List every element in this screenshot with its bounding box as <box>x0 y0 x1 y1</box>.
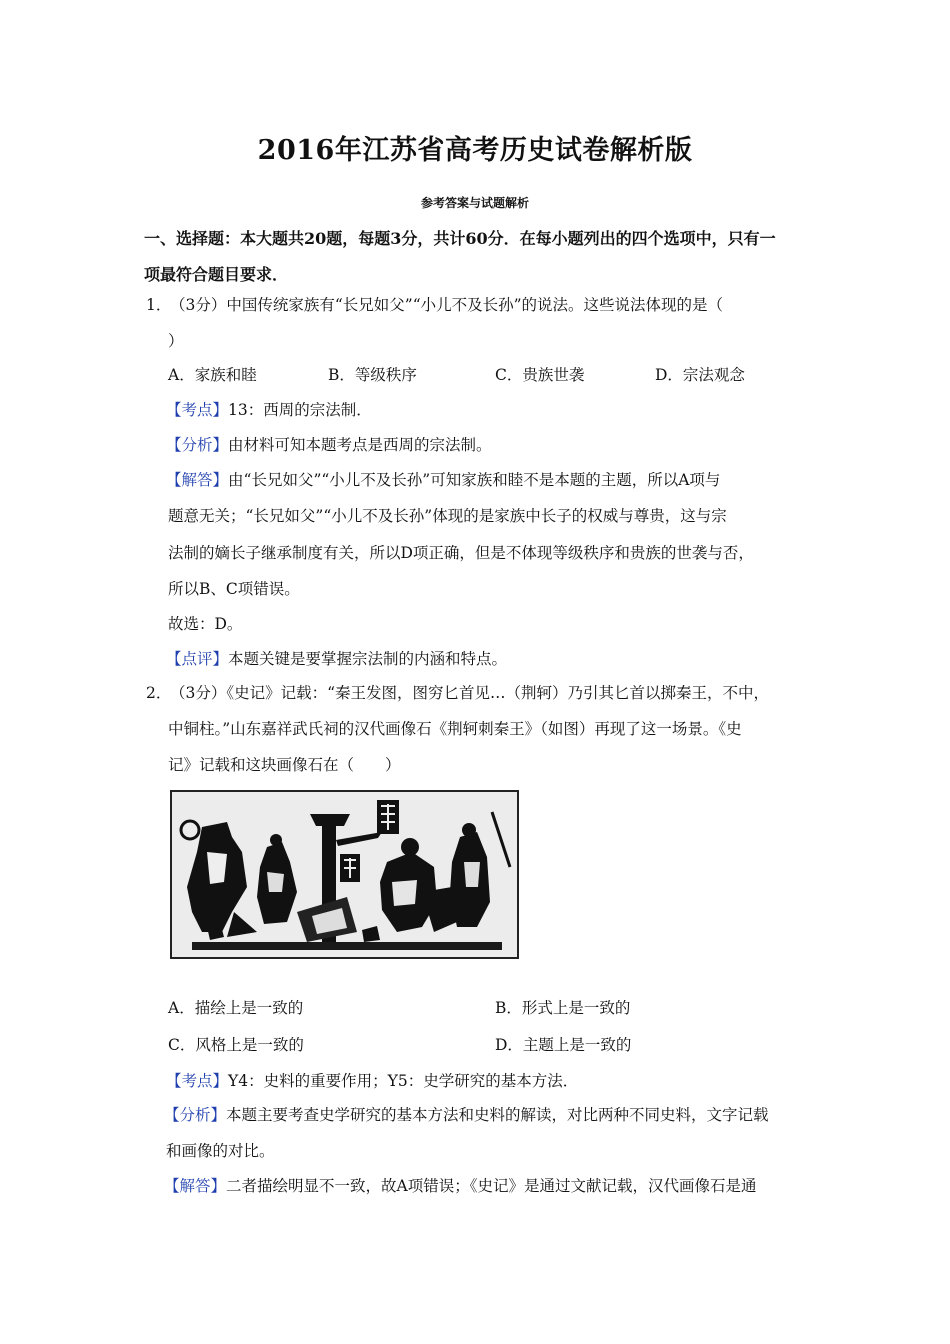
q2-option-a: A．描绘上是一致的 <box>168 999 304 1017</box>
q1-option-a: A．家族和睦 <box>168 366 257 384</box>
q1-jieda-line1 <box>166 469 720 491</box>
q2-fenxi-tag: 【分析】 <box>164 1106 227 1124</box>
q2-fenxi-text1: 本题主要考查史学研究的基本方法和史料的解读，对比两种不同史料，文字记载 <box>226 1106 769 1124</box>
q2-number: 2． <box>146 684 172 702</box>
q2-fenxi-line2: 和画像的对比。 <box>166 1142 275 1160</box>
section-heading-line1: 一、选择题：本大题共20题，每题3分，共计60分．在每小题列出的四个选项中，只有一 <box>144 229 776 248</box>
q1-kaodian-text: 13：西周的宗法制． <box>228 401 372 419</box>
q1-fenxi <box>166 434 492 456</box>
page-subtitle: 参考答案与试题解析 <box>420 196 529 210</box>
q1-fenxi-tag: 【分析】 <box>166 436 229 454</box>
q1-option-c: C．贵族世袭 <box>495 366 585 384</box>
q2-option-d: D．主题上是一致的 <box>495 1036 632 1054</box>
q1-fenxi-text: 由材料可知本题考点是西周的宗法制。 <box>228 436 492 454</box>
stone-relief-image <box>170 790 519 959</box>
q1-jieda-line3: 法制的嫡长子继承制度有关，所以D项正确，但是不体现等级秩序和贵族的世袭与否， <box>168 544 754 562</box>
q2-kaodian-tag: 【考点】 <box>166 1072 229 1090</box>
q1-number: 1． <box>146 296 172 314</box>
q1-dianping-tag: 【点评】 <box>166 650 229 668</box>
q1-answer: 故选：D。 <box>168 615 243 633</box>
q2-jieda-tag: 【解答】 <box>164 1177 227 1195</box>
q1-dianping-text: 本题关键是要掌握宗法制的内涵和特点。 <box>228 650 508 668</box>
q1-option-d: D．宗法观念 <box>655 366 745 384</box>
q2-fenxi-line1 <box>164 1104 769 1126</box>
q1-jieda-text1: 由“长兄如父”“小儿不及长孙”可知家族和睦不是本题的主题，所以A项与 <box>228 471 721 489</box>
q1-dianping <box>166 648 507 670</box>
q1-jieda-tag: 【解答】 <box>166 471 229 489</box>
q1-jieda-line4: 所以B、C项错误。 <box>168 580 300 598</box>
q2-option-c: C．风格上是一致的 <box>168 1036 304 1054</box>
q1-stem-line2: ） <box>168 332 184 350</box>
q2-stem-line3: 记》记载和这块画像石在（ ） <box>168 756 401 774</box>
q1-kaodian <box>166 399 372 421</box>
q2-stem-line1: （3分）《史记》记载：“秦王发图，图穷匕首见…（荆轲）乃引其匕首以掷秦王，不中， <box>170 684 770 702</box>
q1-stem-line1: （3分）中国传统家族有“长兄如父”“小儿不及长孙”的说法。这些说法体现的是（ <box>170 296 724 314</box>
q2-kaodian-text: Y4：史料的重要作用；Y5：史学研究的基本方法． <box>228 1072 579 1090</box>
q2-option-b: B．形式上是一致的 <box>495 999 631 1017</box>
q1-option-b: B．等级秩序 <box>328 366 417 384</box>
q2-jieda-text1: 二者描绘明显不一致，故A项错误；《史记》是通过文献记载，汉代画像石是通 <box>226 1177 757 1195</box>
q1-kaodian-tag: 【考点】 <box>166 401 229 419</box>
q1-jieda-line2: 题意无关；“长兄如父”“小儿不及长孙”体现的是家族中长子的权威与尊贵，这与宗 <box>168 507 727 525</box>
page-title: 2016年江苏省高考历史试卷解析版 <box>257 135 693 166</box>
section-heading-line2: 项最符合题目要求． <box>144 265 289 284</box>
q2-stem-line2: 中铜柱。”山东嘉祥武氏祠的汉代画像石《荆轲刺秦王》（如图）再现了这一场景。《史 <box>168 720 742 738</box>
q2-jieda-line1 <box>164 1175 756 1197</box>
q2-kaodian <box>166 1070 578 1092</box>
